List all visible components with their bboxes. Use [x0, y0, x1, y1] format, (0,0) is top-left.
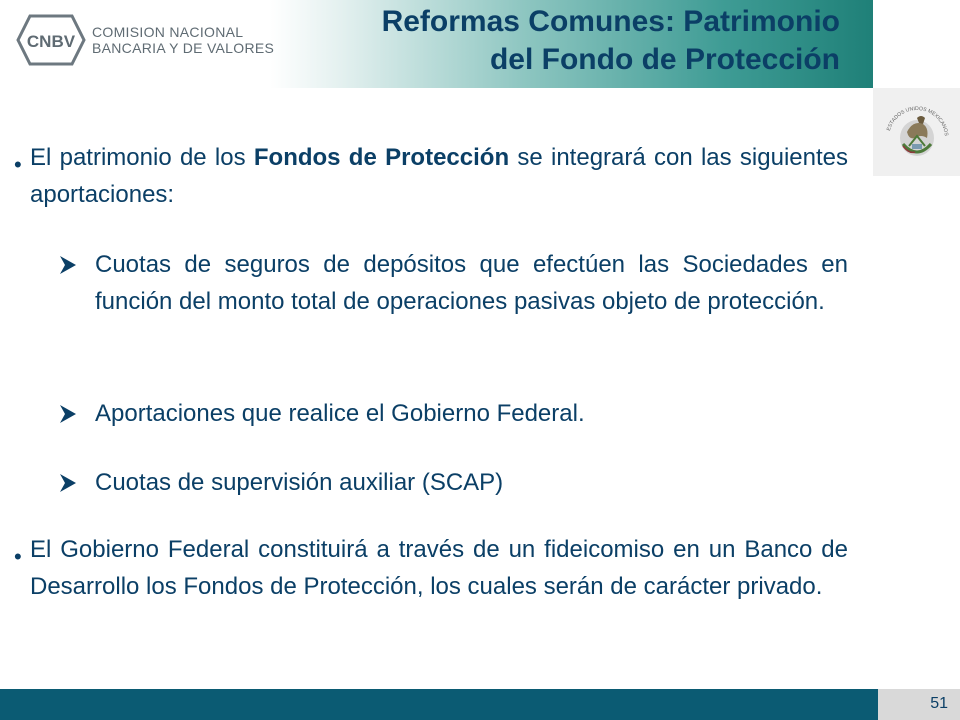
arrow-bullet-icon	[60, 405, 76, 423]
title-line-2: del Fondo de Protección	[489, 43, 840, 76]
bullet-1-before: El patrimonio de los	[30, 144, 254, 171]
sub-item-3: Cuotas de supervisión auxiliar (SCAP)	[95, 469, 504, 496]
bullet-1	[30, 139, 848, 213]
page-number: 51	[930, 695, 948, 712]
bullet-1-bold: Fondos de Protección	[253, 144, 510, 171]
bullet-1-after: se integrará con las siguientes aportaciones:	[30, 144, 848, 208]
footer-band	[0, 689, 878, 720]
title-line-1: Reformas Comunes: Patrimonio	[381, 5, 840, 38]
page-number-box	[878, 689, 960, 720]
bullet-2: El Gobierno Federal constituirá a través de un fideicomiso en un Banco de Desarrollo los Fondos de Protección, los cuales serán de carácter privado.	[30, 536, 848, 600]
bullet-dot: •	[14, 544, 22, 569]
sub-item-1: Cuotas de seguros de depósitos que efectúen las Sociedades en función del monto total de operaciones pasivas objeto de protección.	[95, 251, 848, 315]
sub-item-2: Aportaciones que realice el Gobierno Federal.	[95, 400, 585, 427]
seal-text-path: ESTADOS UNIDOS MEXICANOS	[886, 105, 949, 137]
logo-line-2: BANCARIA Y DE VALORES	[92, 40, 275, 56]
arrow-bullet-icon	[60, 256, 76, 274]
logo-line-1: COMISION NACIONAL	[92, 24, 244, 40]
logo-abbrev: CNBV	[26, 32, 76, 51]
arrow-bullet-icon	[60, 474, 76, 492]
bullet-dot: •	[14, 152, 22, 177]
